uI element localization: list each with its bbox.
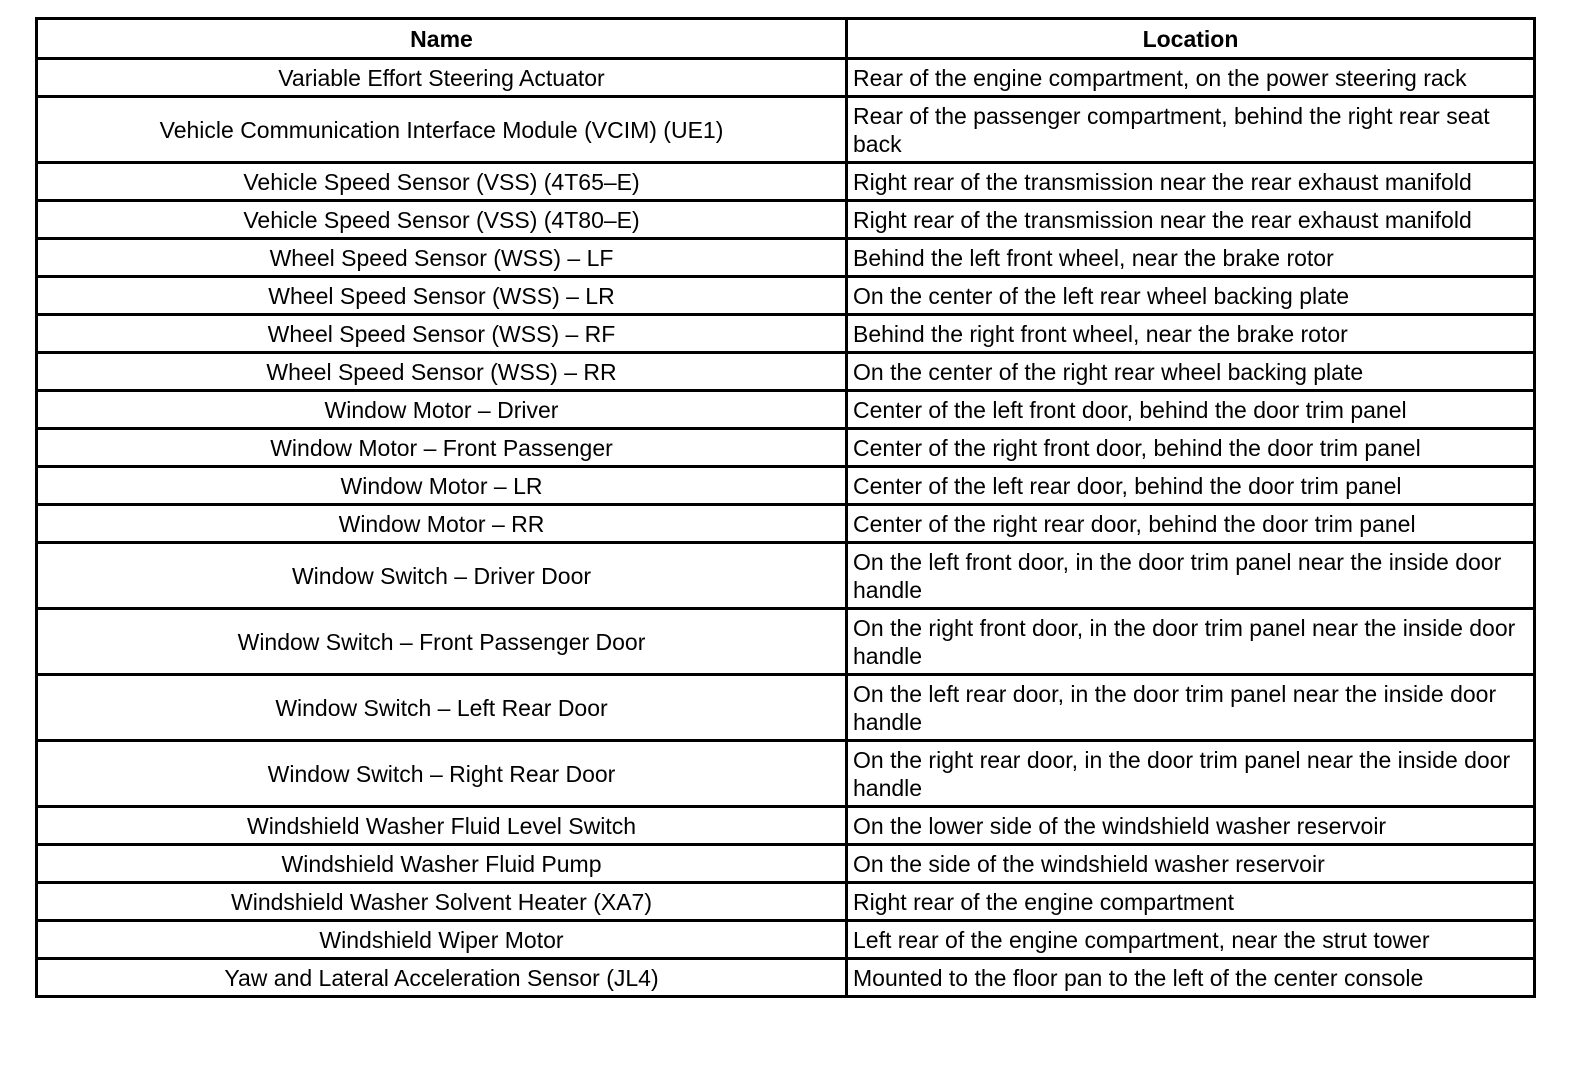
component-name: Yaw and Lateral Acceleration Sensor (JL4)	[37, 959, 847, 997]
component-name: Window Motor – Driver	[37, 391, 847, 429]
component-location: Center of the right front door, behind the door trim panel	[847, 429, 1535, 467]
component-name: Window Motor – RR	[37, 505, 847, 543]
component-location: On the left front door, in the door trim panel near the inside door handle	[847, 543, 1535, 609]
component-location: Mounted to the floor pan to the left of the center console	[847, 959, 1535, 997]
component-name: Wheel Speed Sensor (WSS) – RR	[37, 353, 847, 391]
table-row	[37, 845, 1535, 883]
column-header-name: Name	[37, 19, 847, 59]
table-row	[37, 429, 1535, 467]
table-row	[37, 315, 1535, 353]
component-name: Windshield Washer Fluid Pump	[37, 845, 847, 883]
component-name: Window Switch – Right Rear Door	[37, 741, 847, 807]
component-location: On the side of the windshield washer reservoir	[847, 845, 1535, 883]
table-row	[37, 353, 1535, 391]
component-name: Window Motor – LR	[37, 467, 847, 505]
component-location: Rear of the engine compartment, on the power steering rack	[847, 59, 1535, 97]
table-row	[37, 741, 1535, 807]
table-row	[37, 59, 1535, 97]
component-name: Vehicle Speed Sensor (VSS) (4T65–E)	[37, 163, 847, 201]
component-location: On the right front door, in the door trim panel near the inside door handle	[847, 609, 1535, 675]
table-row	[37, 239, 1535, 277]
component-name: Wheel Speed Sensor (WSS) – LR	[37, 277, 847, 315]
component-name: Windshield Wiper Motor	[37, 921, 847, 959]
component-location: On the center of the left rear wheel backing plate	[847, 277, 1535, 315]
table-row	[37, 505, 1535, 543]
table-row	[37, 543, 1535, 609]
component-location-table	[35, 17, 1536, 998]
component-name: Window Switch – Front Passenger Door	[37, 609, 847, 675]
table-row	[37, 467, 1535, 505]
table-row	[37, 277, 1535, 315]
table-row	[37, 807, 1535, 845]
component-name: Windshield Washer Fluid Level Switch	[37, 807, 847, 845]
component-location: Right rear of the transmission near the rear exhaust manifold	[847, 163, 1535, 201]
table-row	[37, 391, 1535, 429]
component-location-table-wrapper	[35, 17, 1533, 998]
component-name: Wheel Speed Sensor (WSS) – LF	[37, 239, 847, 277]
table-row	[37, 201, 1535, 239]
component-location: On the right rear door, in the door trim panel near the inside door handle	[847, 741, 1535, 807]
component-location: Behind the right front wheel, near the brake rotor	[847, 315, 1535, 353]
component-name: Vehicle Speed Sensor (VSS) (4T80–E)	[37, 201, 847, 239]
component-name: Windshield Washer Solvent Heater (XA7)	[37, 883, 847, 921]
component-name: Variable Effort Steering Actuator	[37, 59, 847, 97]
component-location: Rear of the passenger compartment, behind the right rear seat back	[847, 97, 1535, 163]
component-name: Window Switch – Left Rear Door	[37, 675, 847, 741]
table-row	[37, 97, 1535, 163]
component-location: Left rear of the engine compartment, near the strut tower	[847, 921, 1535, 959]
component-location: Behind the left front wheel, near the brake rotor	[847, 239, 1535, 277]
table-row	[37, 675, 1535, 741]
component-location: Center of the right rear door, behind the door trim panel	[847, 505, 1535, 543]
component-location: Right rear of the engine compartment	[847, 883, 1535, 921]
component-location: On the left rear door, in the door trim panel near the inside door handle	[847, 675, 1535, 741]
component-location: On the lower side of the windshield washer reservoir	[847, 807, 1535, 845]
table-row	[37, 959, 1535, 997]
component-name: Window Motor – Front Passenger	[37, 429, 847, 467]
component-name: Wheel Speed Sensor (WSS) – RF	[37, 315, 847, 353]
table-row	[37, 163, 1535, 201]
table-row	[37, 609, 1535, 675]
table-row	[37, 921, 1535, 959]
header-row	[37, 19, 1535, 59]
component-location: Center of the left front door, behind the door trim panel	[847, 391, 1535, 429]
table-row	[37, 883, 1535, 921]
component-location: Center of the left rear door, behind the door trim panel	[847, 467, 1535, 505]
component-location: Right rear of the transmission near the rear exhaust manifold	[847, 201, 1535, 239]
component-name: Vehicle Communication Interface Module (VCIM) (UE1)	[37, 97, 847, 163]
column-header-location: Location	[847, 19, 1535, 59]
component-name: Window Switch – Driver Door	[37, 543, 847, 609]
component-location: On the center of the right rear wheel backing plate	[847, 353, 1535, 391]
